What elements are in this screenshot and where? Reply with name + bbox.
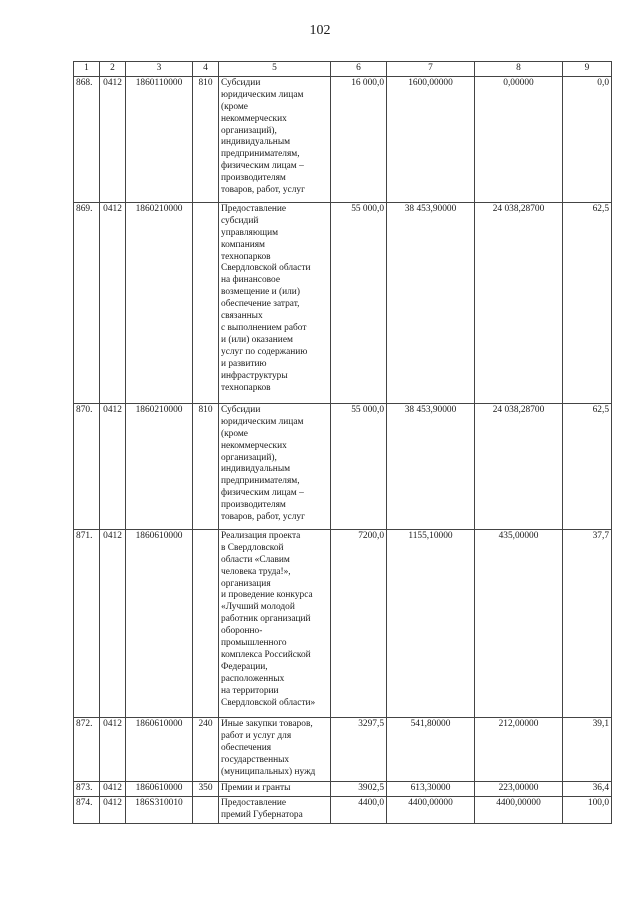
row-description: Предоставление премий Губернатора xyxy=(219,796,331,823)
executed-amount: 24 038,28700 xyxy=(475,403,563,529)
planned-amount: 4400,0 xyxy=(331,796,387,823)
executed-amount: 212,00000 xyxy=(475,717,563,781)
adjusted-amount: 613,30000 xyxy=(387,781,475,796)
column-header-5: 5 xyxy=(219,62,331,77)
table-row xyxy=(74,781,612,796)
target-article-code: 1860610000 xyxy=(126,529,193,717)
executed-amount: 4400,00000 xyxy=(475,796,563,823)
page-number: 102 xyxy=(309,23,331,38)
planned-amount: 55 000,0 xyxy=(331,403,387,529)
target-article-code: 1860610000 xyxy=(126,781,193,796)
execution-percent: 36,4 xyxy=(563,781,612,796)
table-row xyxy=(74,717,612,781)
column-header-4: 4 xyxy=(193,62,219,77)
section-code: 0412 xyxy=(100,781,126,796)
section-code: 0412 xyxy=(100,76,126,202)
row-description: Реализация проекта в Свердловской области «Славим человека труда!», организация и проведение конкурса «Лучший молодой работник организаций оборонно- промышленного комплекса Российской Федерации, расположенных на территории Свердловской области» xyxy=(219,529,331,717)
section-code: 0412 xyxy=(100,717,126,781)
row-number: 873. xyxy=(74,781,100,796)
column-header-7: 7 xyxy=(387,62,475,77)
section-code: 0412 xyxy=(100,796,126,823)
section-code: 0412 xyxy=(100,403,126,529)
row-description: Субсидии юридическим лицам (кроме некоммерческих организаций), индивидуальным предпринимателям, физическим лицам – производителям товаров, работ, услуг xyxy=(219,76,331,202)
expense-type-code: 350 xyxy=(193,781,219,796)
target-article-code: 186S310010 xyxy=(126,796,193,823)
row-number: 868. xyxy=(74,76,100,202)
expense-type-code: 240 xyxy=(193,717,219,781)
expense-type-code xyxy=(193,202,219,403)
planned-amount: 3297,5 xyxy=(331,717,387,781)
target-article-code: 1860210000 xyxy=(126,202,193,403)
target-article-code: 1860210000 xyxy=(126,403,193,529)
adjusted-amount: 1155,10000 xyxy=(387,529,475,717)
planned-amount: 55 000,0 xyxy=(331,202,387,403)
row-number: 869. xyxy=(74,202,100,403)
column-header-9: 9 xyxy=(563,62,612,77)
executed-amount: 0,00000 xyxy=(475,76,563,202)
adjusted-amount: 38 453,90000 xyxy=(387,202,475,403)
target-article-code: 1860610000 xyxy=(126,717,193,781)
column-header-1: 1 xyxy=(74,62,100,77)
row-number: 870. xyxy=(74,403,100,529)
expense-type-code: 810 xyxy=(193,76,219,202)
planned-amount: 7200,0 xyxy=(331,529,387,717)
execution-percent: 37,7 xyxy=(563,529,612,717)
executed-amount: 435,00000 xyxy=(475,529,563,717)
column-header-6: 6 xyxy=(331,62,387,77)
executed-amount: 223,00000 xyxy=(475,781,563,796)
row-number: 874. xyxy=(74,796,100,823)
row-description: Субсидии юридическим лицам (кроме некоммерческих организаций), индивидуальным предпринимателям, физическим лицам – производителям товаров, работ, услуг xyxy=(219,403,331,529)
table-row xyxy=(74,529,612,717)
table-row xyxy=(74,76,612,202)
executed-amount: 24 038,28700 xyxy=(475,202,563,403)
section-code: 0412 xyxy=(100,202,126,403)
adjusted-amount: 38 453,90000 xyxy=(387,403,475,529)
target-article-code: 1860110000 xyxy=(126,76,193,202)
column-header-2: 2 xyxy=(100,62,126,77)
table-row xyxy=(74,403,612,529)
execution-percent: 39,1 xyxy=(563,717,612,781)
row-description: Иные закупки товаров, работ и услуг для обеспечения государственных (муниципальных) нужд xyxy=(219,717,331,781)
row-description: Предоставление субсидий управляющим компаниям технопарков Свердловской области на финансовое возмещение и (или) обеспечение затрат, связанных с выполнением работ и (или) оказанием услуг по содержанию и развитию инфраструктуры технопарков xyxy=(219,202,331,403)
table-header-row xyxy=(74,62,612,77)
adjusted-amount: 4400,00000 xyxy=(387,796,475,823)
adjusted-amount: 541,80000 xyxy=(387,717,475,781)
planned-amount: 16 000,0 xyxy=(331,76,387,202)
row-number: 872. xyxy=(74,717,100,781)
table-row xyxy=(74,796,612,823)
execution-percent: 62,5 xyxy=(563,202,612,403)
row-description: Премии и гранты xyxy=(219,781,331,796)
expense-type-code xyxy=(193,529,219,717)
budget-table xyxy=(73,61,612,824)
column-header-3: 3 xyxy=(126,62,193,77)
column-header-8: 8 xyxy=(475,62,563,77)
execution-percent: 0,0 xyxy=(563,76,612,202)
execution-percent: 62,5 xyxy=(563,403,612,529)
planned-amount: 3902,5 xyxy=(331,781,387,796)
adjusted-amount: 1600,00000 xyxy=(387,76,475,202)
row-number: 871. xyxy=(74,529,100,717)
execution-percent: 100,0 xyxy=(563,796,612,823)
table-row xyxy=(74,202,612,403)
expense-type-code xyxy=(193,796,219,823)
expense-type-code: 810 xyxy=(193,403,219,529)
section-code: 0412 xyxy=(100,529,126,717)
